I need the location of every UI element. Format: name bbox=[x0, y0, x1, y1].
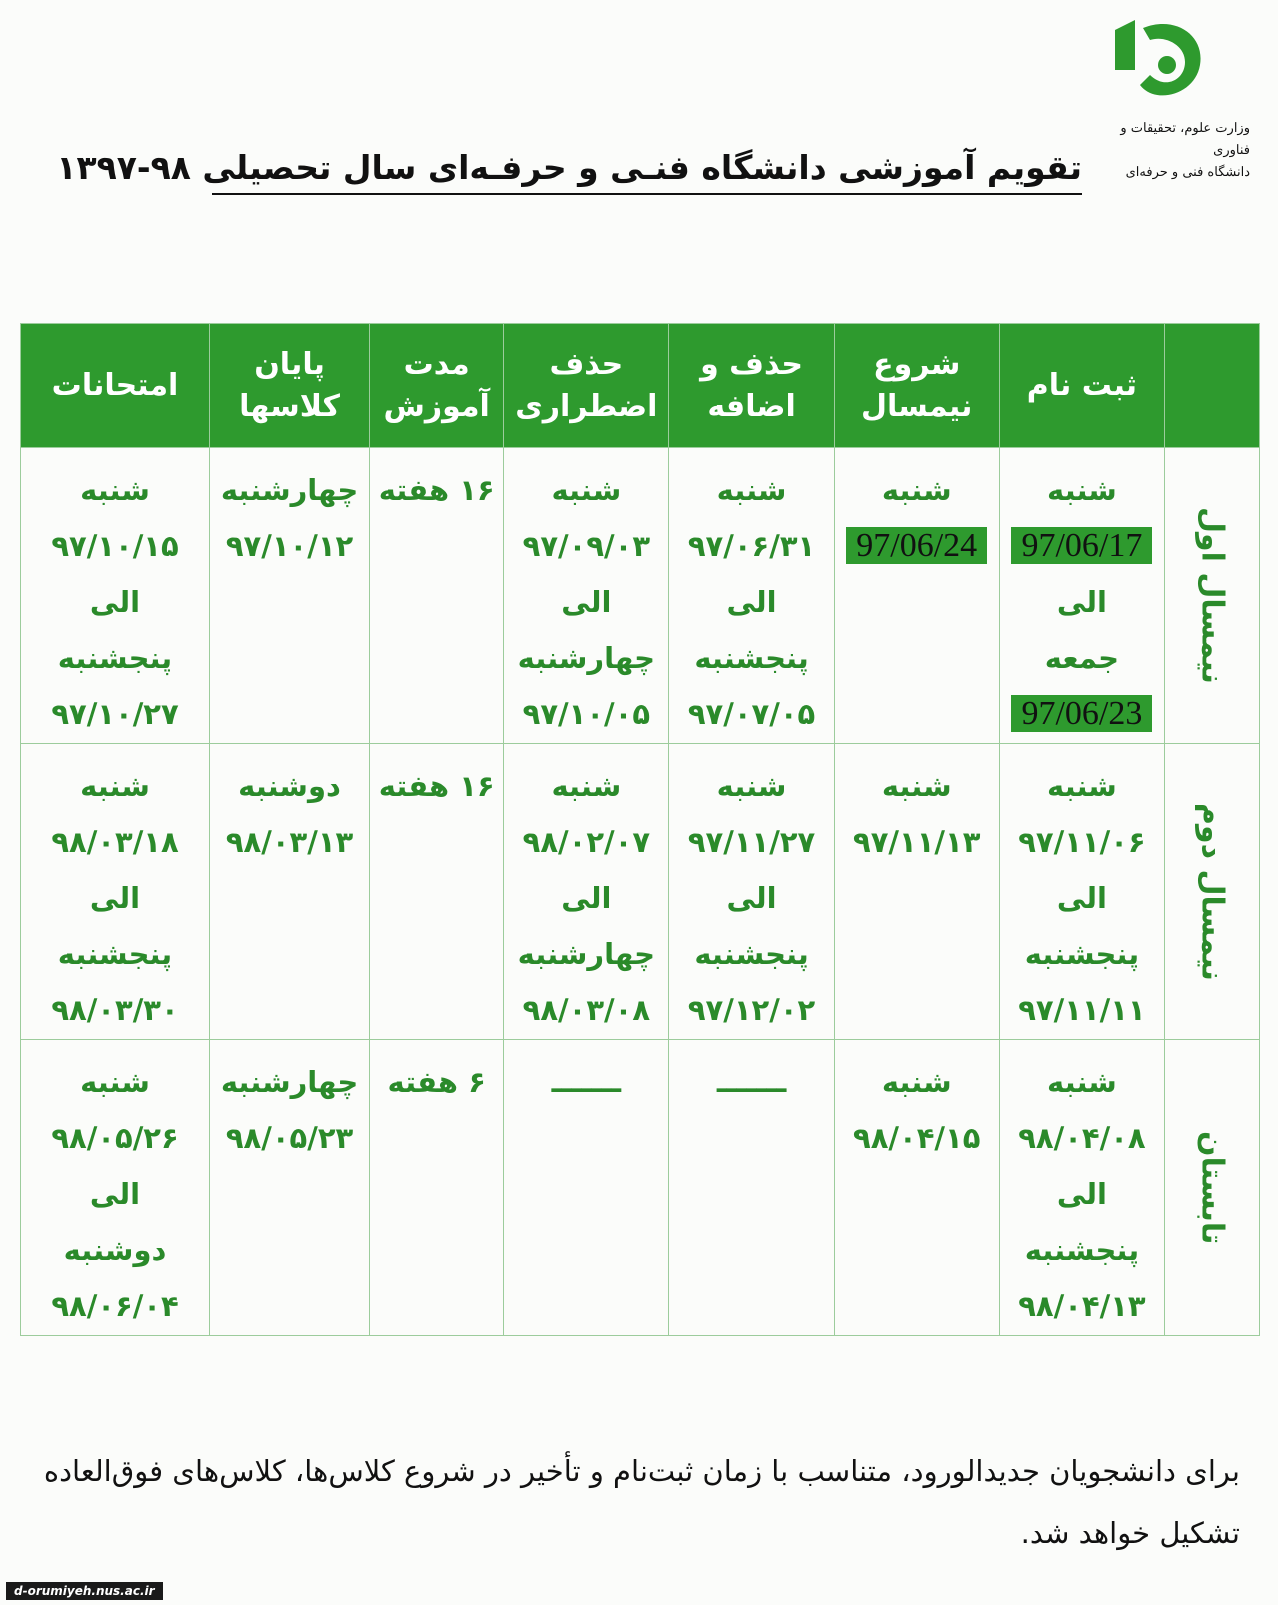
cell-line: ۹۸/۰۳/۱۳ bbox=[225, 825, 354, 859]
cell-line: ۹۸/۰۳/۱۸ bbox=[51, 825, 179, 859]
table-row bbox=[21, 1040, 1260, 1336]
cell-line: پنجشنبه bbox=[1024, 937, 1140, 971]
cell-line: دوشنبه bbox=[63, 1233, 167, 1267]
cell-line: الی bbox=[89, 881, 141, 915]
cell-line: شنبه bbox=[716, 769, 787, 803]
cell-line: شنبه bbox=[1047, 769, 1117, 803]
cell-add-drop bbox=[669, 448, 834, 744]
cell-line: ۹۷/۰۶/۳۱ bbox=[687, 529, 816, 563]
table-row bbox=[21, 744, 1260, 1040]
cell-line: ۹۷/۱۱/۲۷ bbox=[687, 825, 816, 859]
cell-line: ۹۷/۱۲/۰۲ bbox=[687, 993, 816, 1027]
cell-line: شنبه bbox=[881, 473, 952, 507]
cell-line: ـــــــ bbox=[716, 1065, 787, 1099]
cell-line: ـــــــ bbox=[551, 1065, 622, 1099]
col-add-drop: حذف و اضافه bbox=[669, 324, 834, 448]
cell-line: ۹۷/۱۱/۱۱ bbox=[1018, 993, 1146, 1027]
cell-line: الی bbox=[89, 585, 141, 619]
cell-line: ۹۷/۱۱/۱۳ bbox=[853, 825, 981, 859]
university-logo-icon bbox=[1105, 10, 1215, 120]
cell-line: ۹۸/۰۴/۱۳ bbox=[1018, 1289, 1146, 1323]
cell-line: شنبه bbox=[881, 769, 952, 803]
col-duration: مدت آموزش bbox=[370, 324, 504, 448]
cell-line: چهارشنبه bbox=[220, 1065, 359, 1099]
cell-line: ۹۸/۰۳/۳۰ bbox=[51, 993, 179, 1027]
page-title: تقویم آموزشی دانشگاه فنـی و حرفـه‌ای سال تحصیلی ۹۸-۱۳۹۷ bbox=[212, 148, 1082, 195]
footer-note: برای دانشجویان جدیدالورود، متناسب با زمان ثبت‌نام و تأخیر در شروع کلاس‌ها، کلاس‌های فوق‌العاده تشکیل خواهد شد. bbox=[43, 1454, 1240, 1550]
cell-add-drop bbox=[669, 1040, 834, 1336]
cell-duration bbox=[370, 1040, 504, 1336]
row-label: نیمسال دوم bbox=[1165, 744, 1260, 1040]
cell-line: ۹۸/۰۳/۰۸ bbox=[522, 993, 651, 1027]
cell-line: ۱۶ هفته bbox=[378, 769, 495, 803]
cell-line: پنجشنبه bbox=[57, 641, 173, 675]
col-emergency-drop: حذف اضطراری bbox=[504, 324, 669, 448]
cell-line: الی bbox=[561, 881, 612, 915]
cell-exams bbox=[21, 448, 210, 744]
cell-line: پنجشنبه bbox=[694, 937, 809, 971]
cell-line: شنبه bbox=[80, 769, 150, 803]
logo-line-university: دانشگاه فنی و حرفه‌ای bbox=[1125, 165, 1250, 180]
cell-classes-end bbox=[210, 448, 370, 744]
col-classes-end: پایان کلاسها bbox=[210, 324, 370, 448]
cell-line: ۹۷/۱۰/۰۵ bbox=[522, 697, 651, 731]
cell-line: ۹۸/۰۴/۱۵ bbox=[853, 1121, 981, 1155]
cell-line: شنبه bbox=[80, 473, 150, 507]
col-semester-start: شروع نیمسال bbox=[834, 324, 999, 448]
cell-line: شنبه bbox=[551, 769, 622, 803]
col-registration: ثبت نام bbox=[999, 324, 1164, 448]
cell-registration bbox=[999, 448, 1164, 744]
site-watermark: d-orumiyeh.nus.ac.ir bbox=[6, 1582, 163, 1600]
cell-line: الی bbox=[1056, 585, 1107, 619]
cell-line: ۱۶ هفته bbox=[378, 473, 495, 507]
cell-line: الی bbox=[1056, 1177, 1107, 1211]
corner-cell bbox=[1165, 324, 1260, 448]
cell-semester-start bbox=[834, 1040, 999, 1336]
row-label: نیمسال اول bbox=[1165, 448, 1260, 744]
cell-line: پنجشنبه bbox=[57, 937, 173, 971]
cell-line: الی bbox=[726, 585, 777, 619]
col-exams: امتحانات bbox=[21, 324, 210, 448]
cell-line: شنبه bbox=[881, 1065, 952, 1099]
cell-duration bbox=[370, 744, 504, 1040]
cell-registration bbox=[999, 744, 1164, 1040]
cell-line: ۹۸/۰۴/۰۸ bbox=[1018, 1121, 1146, 1155]
cell-line: ۹۷/۱۱/۰۶ bbox=[1018, 825, 1146, 859]
cell-emergency-drop bbox=[504, 1040, 669, 1336]
logo-line-ministry: وزارت علوم، تحقیقات و فناوری bbox=[1120, 121, 1250, 158]
cell-line bbox=[1001, 686, 1163, 742]
cell-line: ۹۷/۰۹/۰۳ bbox=[522, 529, 651, 563]
cell-line: ۹۸/۰۵/۲۳ bbox=[225, 1121, 354, 1155]
cell-line: الی bbox=[561, 585, 612, 619]
cell-line bbox=[836, 518, 998, 574]
cell-exams bbox=[21, 744, 210, 1040]
cell-line: ۹۷/۰۷/۰۵ bbox=[687, 697, 816, 731]
cell-classes-end bbox=[210, 1040, 370, 1336]
cell-semester-start bbox=[834, 448, 999, 744]
cell-line: الی bbox=[726, 881, 777, 915]
cell-duration bbox=[370, 448, 504, 744]
cell-line: پنجشنبه bbox=[1024, 1233, 1140, 1267]
academic-calendar-table bbox=[20, 323, 1260, 1336]
cell-line: دوشنبه bbox=[238, 769, 341, 803]
cell-semester-start bbox=[834, 744, 999, 1040]
cell-line: ۶ هفته bbox=[387, 1065, 486, 1099]
cell-line: الی bbox=[89, 1177, 141, 1211]
highlighted-date: 97/06/17 bbox=[1011, 527, 1152, 564]
cell-line: شنبه bbox=[1047, 473, 1117, 507]
cell-classes-end bbox=[210, 744, 370, 1040]
cell-add-drop bbox=[669, 744, 834, 1040]
cell-emergency-drop bbox=[504, 744, 669, 1040]
cell-line: ۹۸/۰۵/۲۶ bbox=[51, 1121, 179, 1155]
cell-line: چهارشنبه bbox=[517, 937, 656, 971]
cell-line: شنبه bbox=[551, 473, 622, 507]
cell-line: ۹۷/۱۰/۱۲ bbox=[225, 529, 354, 563]
header-row bbox=[21, 324, 1260, 448]
cell-line: چهارشنبه bbox=[220, 473, 359, 507]
row-label: تابستان bbox=[1165, 1040, 1260, 1336]
cell-line: ۹۷/۱۰/۱۵ bbox=[51, 529, 179, 563]
table-row bbox=[21, 448, 1260, 744]
cell-line: جمعه bbox=[1044, 641, 1120, 675]
cell-line: پنجشنبه bbox=[694, 641, 809, 675]
cell-exams bbox=[21, 1040, 210, 1336]
cell-line: ۹۸/۰۶/۰۴ bbox=[51, 1289, 179, 1323]
logo-caption bbox=[1090, 118, 1250, 184]
cell-line: ۹۸/۰۲/۰۷ bbox=[522, 825, 651, 859]
cell-line bbox=[1001, 518, 1163, 574]
cell-line: شنبه bbox=[716, 473, 787, 507]
highlighted-date: 97/06/23 bbox=[1011, 695, 1152, 732]
cell-line: چهارشنبه bbox=[517, 641, 656, 675]
cell-line: شنبه bbox=[1047, 1065, 1117, 1099]
cell-line: ۹۷/۱۰/۲۷ bbox=[51, 697, 179, 731]
cell-registration bbox=[999, 1040, 1164, 1336]
cell-line: الی bbox=[1056, 881, 1107, 915]
cell-emergency-drop bbox=[504, 448, 669, 744]
highlighted-date: 97/06/24 bbox=[846, 527, 987, 564]
cell-line: شنبه bbox=[80, 1065, 150, 1099]
